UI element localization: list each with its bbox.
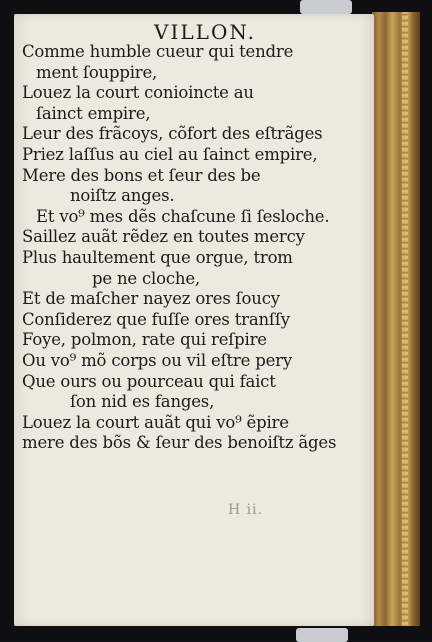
text-line: Comme humble cueur qui tendre xyxy=(22,42,294,61)
text-line: ſainct empire, xyxy=(36,103,151,123)
running-head: VILLON. xyxy=(154,20,256,44)
text-line: ſon nid es fanges, xyxy=(70,392,215,412)
text-line: Saillez auãt rẽdez en toutes mercy xyxy=(22,227,305,247)
text-line: Louez la court conioincte au xyxy=(22,83,254,103)
text-line: Que ours ou pourceau qui faict xyxy=(22,371,276,391)
text-line: Louez la court auãt qui vo⁹ ẽpire xyxy=(22,412,289,432)
text-line: Priez laſſus au ciel au ſainct empire, xyxy=(22,144,318,164)
text-line: mere des bõs & ſeur des benoiſtz ãges xyxy=(22,433,337,453)
text-line: pe ne cloche, xyxy=(92,268,200,288)
top-clip xyxy=(300,0,352,14)
text-line: Leur des frãcoys, cõfort des eſtrãges xyxy=(22,124,323,144)
text-line: noiſtz anges. xyxy=(70,186,175,206)
text-line: Ou vo⁹ mõ corps ou vil eſtre pery xyxy=(22,350,292,370)
signature-mark: H ii. xyxy=(228,502,264,518)
text-line: ment ſouppire, xyxy=(36,62,158,82)
text-line: Et vo⁹ mes dẽs chaſcune ſi ſesloche. xyxy=(36,206,330,226)
text-line: Mere des bons et ſeur des be xyxy=(22,165,261,185)
poem-text xyxy=(22,42,352,454)
text-line: Conſiderez que fuſſe ores tranſſy xyxy=(22,309,290,329)
text-line: Plus haultement que orgue, trom xyxy=(22,247,293,267)
gilt-fore-edge xyxy=(372,12,420,626)
text-line: Foye, polmon, rate qui reſpire xyxy=(22,330,267,350)
text-line: Et de maſcher nayez ores ſoucy xyxy=(22,289,280,309)
